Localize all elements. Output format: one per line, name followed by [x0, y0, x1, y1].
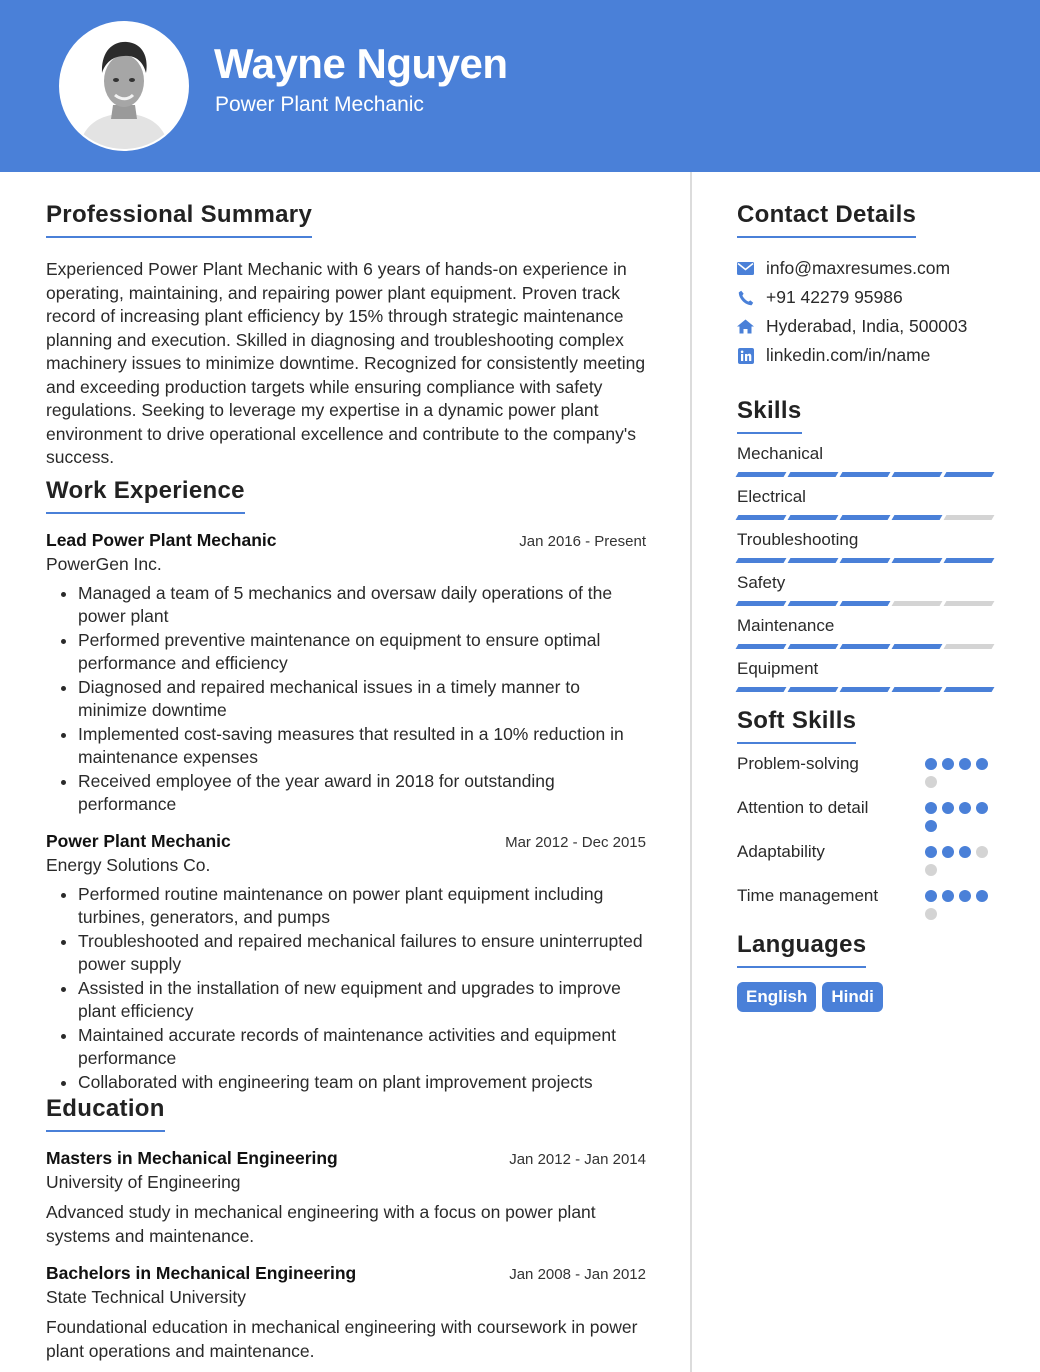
languages-list	[737, 982, 997, 1012]
skill-level-segment	[736, 515, 787, 520]
skill-level-segment	[840, 515, 891, 520]
skill-name: Safety	[737, 573, 786, 592]
skill-level-segment	[840, 558, 891, 563]
skill-level-segment	[944, 472, 995, 477]
skill-level-segment	[840, 687, 891, 692]
job-bullet: • Troubleshooted and repaired mechanical failures to ensure uninterrupted power supply	[78, 930, 646, 977]
summary-section	[46, 200, 646, 470]
skill-level-segment	[736, 601, 787, 606]
skill-level-segment	[944, 601, 995, 606]
skill-level-segment	[892, 687, 943, 692]
rating-dot	[925, 758, 937, 770]
main-column	[46, 200, 646, 1363]
degree-title: Bachelors in Mechanical Engineering	[46, 1263, 357, 1283]
skill-name: Troubleshooting	[737, 530, 859, 549]
soft-skills-section	[737, 706, 997, 920]
skill-level-segment	[944, 558, 995, 563]
contact-email[interactable]	[737, 254, 997, 283]
education-description: Advanced study in mechanical engineering with a focus on power plant systems and maintenance.	[46, 1202, 596, 1246]
resume-header	[0, 0, 1040, 172]
summary-text: Experienced Power Plant Mechanic with 6 years of hands-on experience in operating, maintaining, and repairing power plant equipment. Proven track record of increasing plant efficiency by 15% through strategic maintenance planning and execution. Skilled in diagnosing and troubleshooting complex machinery issues to minimize downtime. Recognized for consistently meeting and exceeding production targets while ensuring compliance with safety regulations. Seeking to leverage my expertise in a dynamic power plant environment to drive operational excellence and contribute to the company's success.	[46, 259, 646, 467]
job-date: Jan 2016 - Present	[519, 532, 646, 550]
soft-skill-name: Time management	[737, 886, 879, 905]
education-entry	[46, 1261, 646, 1363]
education-entry	[46, 1146, 646, 1248]
envelope-icon	[737, 260, 754, 277]
rating-dot	[925, 908, 937, 920]
rating-dot	[976, 758, 988, 770]
skill-level-segment	[788, 601, 839, 606]
school-name: State Technical University	[46, 1287, 247, 1307]
rating-dot	[925, 890, 937, 902]
soft-skill-name: Attention to detail	[737, 798, 869, 817]
rating-dot	[942, 890, 954, 902]
skill-level-segment	[840, 644, 891, 649]
education-heading: Education	[46, 1094, 165, 1132]
soft-skill-dots	[925, 840, 997, 876]
job-bullet: • Maintained accurate records of maintenance activities and equipment performance	[78, 1024, 646, 1071]
soft-skill-dots	[925, 752, 997, 788]
skill-level-segment	[944, 687, 995, 692]
skill-level-segment	[840, 472, 891, 477]
skill-level-bar	[737, 687, 997, 692]
linkedin-text: linkedin.com/in/name	[766, 345, 931, 365]
address-text: Hyderabad, India, 500003	[766, 316, 968, 336]
skill-level-segment	[788, 472, 839, 477]
soft-skill-row	[737, 796, 997, 832]
skills-section	[737, 396, 997, 692]
summary-heading: Professional Summary	[46, 200, 312, 238]
contact-phone[interactable]	[737, 283, 997, 312]
soft-skill-row	[737, 840, 997, 876]
skill-level-segment	[892, 558, 943, 563]
skill-level-bar	[737, 644, 997, 649]
job-bullet: • Collaborated with engineering team on plant improvement projects	[78, 1071, 646, 1095]
education-description: Foundational education in mechanical engineering with coursework in power plant operations and maintenance.	[46, 1317, 638, 1361]
skills-list	[737, 443, 997, 692]
rating-dot	[942, 802, 954, 814]
contact-heading: Contact Details	[737, 200, 916, 238]
contact-linkedin[interactable]	[737, 341, 997, 370]
education-date: Jan 2008 - Jan 2012	[509, 1266, 646, 1283]
skill-level-segment	[944, 644, 995, 649]
skill-level-segment	[736, 558, 787, 563]
skill-name: Maintenance	[737, 616, 835, 635]
contact-section	[737, 200, 997, 370]
job-company: PowerGen Inc.	[46, 553, 162, 574]
skill-name: Electrical	[737, 487, 806, 506]
languages-heading: Languages	[737, 930, 866, 968]
degree-title: Masters in Mechanical Engineering	[46, 1148, 338, 1168]
skill-level-bar	[737, 601, 997, 606]
soft-skill-name: Problem-solving	[737, 754, 859, 773]
education-date: Jan 2012 - Jan 2014	[509, 1151, 646, 1168]
skill-level-segment	[892, 515, 943, 520]
soft-skill-row	[737, 752, 997, 788]
skill-level-segment	[736, 644, 787, 649]
rating-dot	[959, 802, 971, 814]
job-bullet: • Implemented cost-saving measures that resulted in a 10% reduction in maintenance expenses	[78, 723, 646, 770]
skill-level-segment	[788, 687, 839, 692]
soft-skill-name: Adaptability	[737, 842, 825, 861]
school-name: University of Engineering	[46, 1172, 241, 1192]
job-entry	[46, 528, 646, 817]
phone-icon	[737, 289, 754, 306]
skill-level-segment	[840, 601, 891, 606]
email-text: info@maxresumes.com	[766, 258, 951, 278]
rating-dot	[925, 864, 937, 876]
job-bullet: • Performed preventive maintenance on equipment to ensure optimal performance and efficiency	[78, 629, 646, 676]
education-section	[46, 1094, 646, 1363]
home-icon	[737, 318, 754, 335]
job-entry	[46, 829, 646, 1095]
candidate-name: Wayne Nguyen	[214, 40, 508, 87]
language-tag: English	[737, 982, 816, 1012]
rating-dot	[925, 776, 937, 788]
rating-dot	[976, 890, 988, 902]
skills-heading: Skills	[737, 396, 802, 434]
skill-level-bar	[737, 515, 997, 520]
rating-dot	[959, 758, 971, 770]
skill-level-segment	[944, 515, 995, 520]
skill-level-segment	[892, 601, 943, 606]
job-date: Mar 2012 - Dec 2015	[505, 833, 646, 851]
job-bullet: • Received employee of the year award in 2018 for outstanding performance	[78, 770, 646, 817]
rating-dot	[959, 890, 971, 902]
soft-skill-row	[737, 884, 997, 920]
skill-level-bar	[737, 472, 997, 477]
rating-dot	[942, 846, 954, 858]
job-bullets	[46, 582, 646, 817]
experience-section	[46, 476, 646, 1095]
candidate-title: Power Plant Mechanic	[215, 93, 424, 116]
contact-address	[737, 312, 997, 341]
skill-level-segment	[736, 687, 787, 692]
rating-dot	[976, 846, 988, 858]
skill-level-segment	[892, 472, 943, 477]
column-divider	[690, 172, 692, 1372]
sidebar-column	[737, 200, 997, 1012]
language-tag: Hindi	[822, 982, 883, 1012]
skill-level-segment	[788, 515, 839, 520]
skill-level-bar	[737, 558, 997, 563]
job-bullet: • Managed a team of 5 mechanics and oversaw daily operations of the power plant	[78, 582, 646, 629]
rating-dot	[959, 846, 971, 858]
rating-dot	[925, 820, 937, 832]
skill-name: Mechanical	[737, 444, 823, 463]
soft-skill-dots	[925, 884, 997, 920]
skill-level-segment	[788, 558, 839, 563]
job-bullets	[46, 883, 646, 1095]
profile-photo-icon	[61, 23, 187, 149]
rating-dot	[925, 802, 937, 814]
job-bullet: • Performed routine maintenance on power plant equipment including turbines, generators, and pumps	[78, 883, 646, 930]
rating-dot	[925, 846, 937, 858]
skill-level-segment	[892, 644, 943, 649]
job-bullet: • Diagnosed and repaired mechanical issues in a timely manner to minimize downtime	[78, 676, 646, 723]
linkedin-icon	[737, 347, 754, 364]
rating-dot	[976, 802, 988, 814]
soft-skills-list	[737, 752, 997, 920]
soft-skills-heading: Soft Skills	[737, 706, 856, 744]
job-bullet: • Assisted in the installation of new equipment and upgrades to improve plant efficiency	[78, 977, 646, 1024]
avatar	[59, 21, 189, 151]
job-company: Energy Solutions Co.	[46, 854, 211, 875]
job-title: Power Plant Mechanic	[46, 830, 231, 851]
experience-heading: Work Experience	[46, 476, 245, 514]
skill-level-segment	[788, 644, 839, 649]
job-title: Lead Power Plant Mechanic	[46, 529, 277, 550]
soft-skill-dots	[925, 796, 997, 832]
skill-level-segment	[736, 472, 787, 477]
rating-dot	[942, 758, 954, 770]
phone-text: +91 42279 95986	[766, 287, 903, 307]
skill-name: Equipment	[737, 659, 819, 678]
languages-section	[737, 930, 997, 1012]
